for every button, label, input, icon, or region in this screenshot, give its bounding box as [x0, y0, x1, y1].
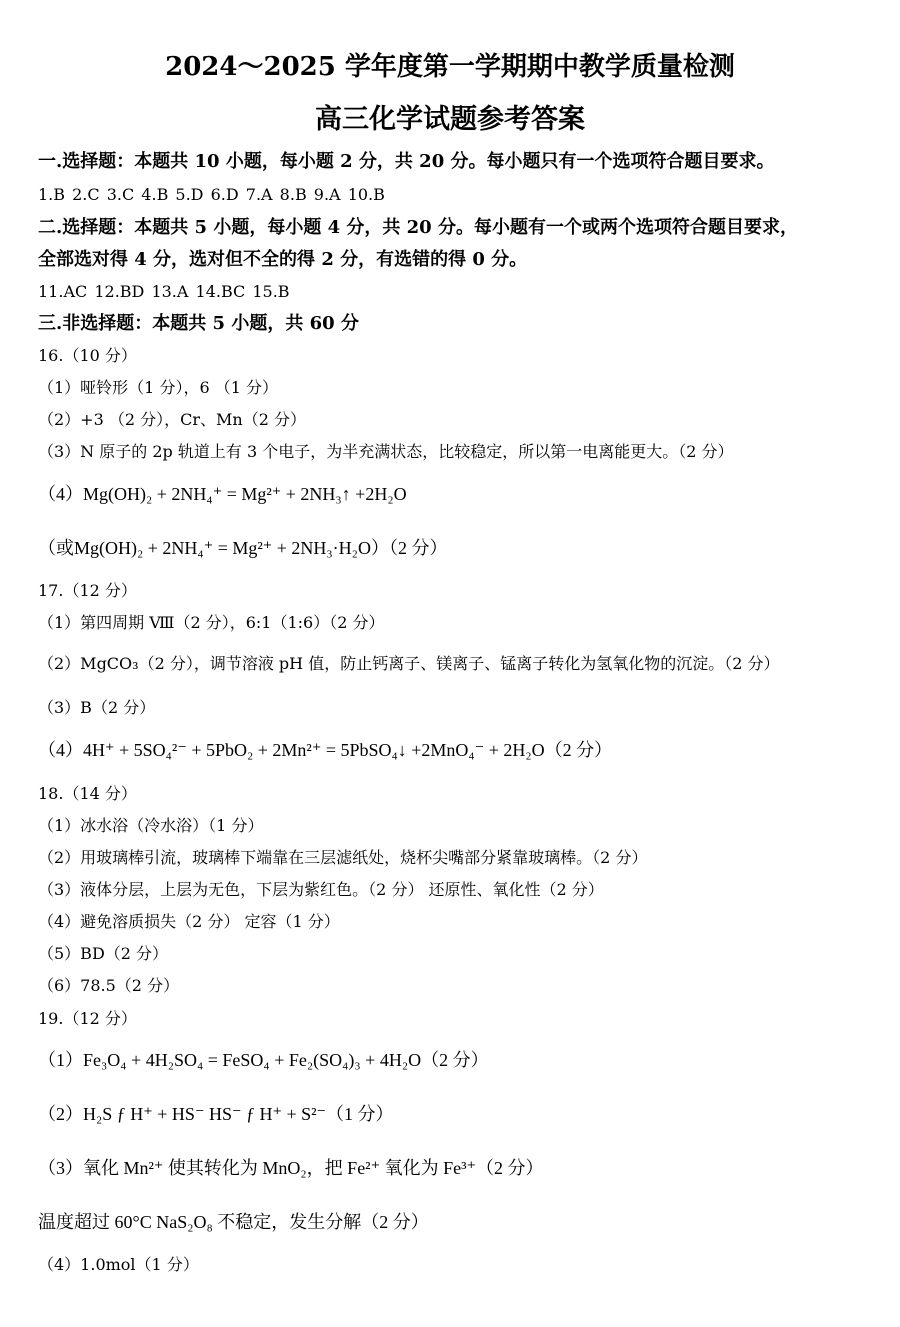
q17-header: 17.（12 分）: [38, 581, 137, 600]
q18-header: 18.（14 分）: [38, 784, 137, 803]
q19-answer-2-equilibria: （2）H₂S ƒ H⁺ + HS⁻ HS⁻ ƒ H⁺ + S²⁻（1 分）: [38, 1104, 394, 1124]
exam-subtitle: 高三化学试题参考答案: [315, 104, 585, 135]
q16-answer-2: （2）+3 （2 分），Cr、Mn（2 分）: [38, 410, 306, 429]
q18-answer-2: （2）用玻璃棒引流，玻璃棒下端靠在三层滤纸处，烧杯尖嘴部分紧靠玻璃棒。（2 分）: [38, 848, 648, 867]
q17-answer-4-equation: （4）4H⁺ + 5SO₄²⁻ + 5PbO₂ + 2Mn²⁺ = 5PbSO₄↓ +2MnO₄⁻ + 2H₂O（2 分）: [38, 740, 613, 760]
section1-heading: 一.选择题：本题共 10 小题，每小题 2 分，共 20 分。每小题只有一个选项符合题目要求。: [38, 151, 775, 172]
q16-answer-1: （1）哑铃形（1 分），6 （1 分）: [38, 378, 278, 397]
section2-heading-line1: 二.选择题：本题共 5 小题，每小题 4 分，共 20 分。每小题有一个或两个选项符合题目要求，: [38, 217, 798, 238]
q18-answer-1: （1）冰水浴（冷水浴）（1 分）: [38, 816, 264, 835]
q16-answer-4-alternative: （或Mg(OH)₂ + 2NH₄⁺ = Mg²⁺ + 2NH₃·H₂O）（2 分）: [38, 538, 448, 558]
section3-heading: 三.非选择题：本题共 5 小题，共 60 分: [38, 313, 359, 334]
q16-answer-4-equation: （4）Mg(OH)₂ + 2NH₄⁺ = Mg²⁺ + 2NH₃↑ +2H₂O: [38, 484, 407, 504]
section1-answers: 1.B 2.C 3.C 4.B 5.D 6.D 7.A 8.B 9.A 10.B: [38, 185, 385, 204]
q18-answer-6: （6）78.5（2 分）: [38, 976, 180, 995]
q19-answer-3: （3）氧化 Mn²⁺ 使其转化为 MnO₂，把 Fe²⁺ 氧化为 Fe³⁺（2 分）: [38, 1158, 544, 1178]
q19-answer-3-note: 温度超过 60°C NaS₂O₈ 不稳定，发生分解（2 分）: [38, 1212, 429, 1232]
q18-answer-5: （5）BD（2 分）: [38, 944, 169, 963]
q17-answer-1: （1）第四周期 Ⅷ（2 分），6:1（1:6）（2 分）: [38, 613, 385, 632]
section2-heading-line2: 全部选对得 4 分，选对但不全的得 2 分，有选错的得 0 分。: [38, 249, 528, 270]
q16-answer-3: （3）N 原子的 2p 轨道上有 3 个电子，为半充满状态，比较稳定，所以第一电离能更大。（2 分）: [38, 442, 734, 461]
q19-header: 19.（12 分）: [38, 1009, 137, 1028]
q19-answer-4: （4）1.0mol（1 分）: [38, 1255, 199, 1274]
q19-answer-1-equation: （1）Fe₃O₄ + 4H₂SO₄ = FeSO₄ + Fe₂(SO₄)₃ + 4H₂O（2 分）: [38, 1050, 489, 1070]
q18-answer-3: （3）液体分层，上层为无色，下层为紫红色。（2 分） 还原性、氧化性（2 分）: [38, 880, 604, 899]
q17-answer-2: （2）MgCO₃（2 分），调节溶液 pH 值，防止钙离子、镁离子、锰离子转化为氢氧化物的沉淀。（2 分）: [38, 654, 780, 673]
q16-header: 16.（10 分）: [38, 346, 137, 365]
section2-answers: 11.AC 12.BD 13.A 14.BC 15.B: [38, 282, 290, 301]
exam-title: 2024～2025 学年度第一学期期中教学质量检测: [165, 52, 735, 82]
q18-answer-4: （4）避免溶质损失（2 分） 定容（1 分）: [38, 912, 340, 931]
q17-answer-3: （3）B（2 分）: [38, 698, 156, 717]
